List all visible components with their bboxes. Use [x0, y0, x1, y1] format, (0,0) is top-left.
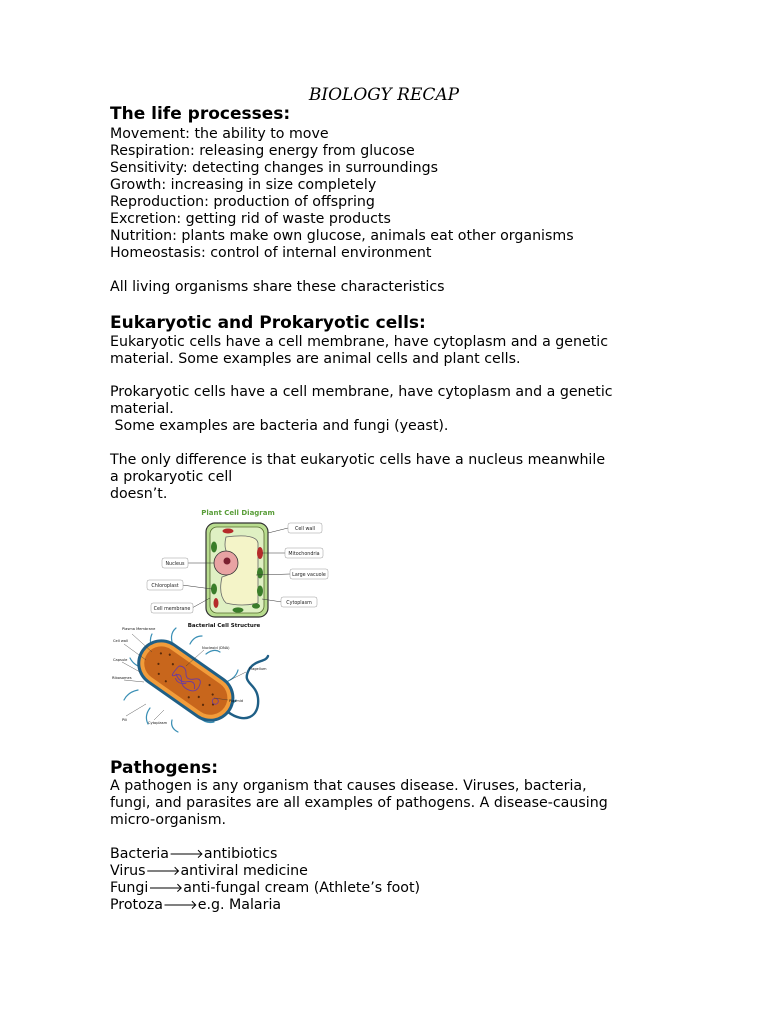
label-capsule: Capsule [113, 658, 128, 662]
arrow-icon: 🡒 [145, 864, 181, 879]
plant-cell-diagram [138, 503, 336, 619]
label-mitochondria: Mitochondria [288, 552, 320, 557]
label-pili: Pili [122, 718, 128, 722]
label-nucleoid: Nucleoid (DNA) [202, 646, 230, 650]
treatment-name: antibiotics [203, 846, 278, 862]
list-item: Respiration: releasing energy from glucose [110, 143, 415, 159]
agent-name: Fungi [110, 880, 149, 896]
arrow-icon: 🡒 [169, 847, 204, 862]
list-item: Growth: increasing in size completely [110, 177, 377, 193]
label-ribosomes: Ribosomes [112, 676, 132, 680]
eukaryotic-paragraph [110, 334, 670, 368]
pathogens-paragraph [110, 778, 670, 829]
text-line: A pathogen is any organism that causes disease. Viruses, bacteria, [110, 778, 587, 794]
label-bacteria-cell-wall: Cell wall [113, 639, 128, 643]
chloroplast-shape [257, 586, 263, 597]
bacteria-diagram-title: Bacterial Cell Structure [187, 623, 261, 629]
label-cytoplasm: Cytoplasm [286, 601, 312, 606]
text-line: micro-organism. [110, 812, 227, 828]
mitochondria-shape [223, 529, 234, 534]
label-plasma-membrane: Plasma Membrane [122, 627, 156, 631]
chloroplast-shape [233, 607, 244, 612]
prokaryotic-paragraph [110, 384, 670, 435]
text-line: a prokaryotic cell [110, 469, 233, 485]
text-line: material. Some examples are animal cells and plant cells. [110, 351, 521, 367]
list-item [110, 880, 670, 897]
list-item: Excretion: getting rid of waste products [110, 211, 391, 227]
text-line: Prokaryotic cells have a cell membrane, have cytoplasm and a genetic [110, 384, 613, 400]
text-line: material. [110, 401, 174, 417]
list-item: Sensitivity: detecting changes in surroundings [110, 160, 439, 176]
text-line: doesn’t. [110, 486, 168, 502]
text-line: Some examples are bacteria and fungi (yeast). [110, 418, 449, 434]
list-item [110, 897, 670, 914]
agent-name: Virus [110, 863, 146, 879]
chloroplast-shape [257, 568, 263, 579]
arrow-icon: 🡒 [162, 898, 198, 913]
list-item: Reproduction: production of offspring [110, 194, 375, 210]
label-bacteria-cytoplasm: Cytoplasm [148, 721, 168, 725]
list-item: Homeostasis: control of internal environment [110, 245, 432, 261]
list-item: Nutrition: plants make own glucose, animals eat other organisms [110, 228, 574, 244]
pathogens-heading: Pathogens: [110, 758, 219, 778]
difference-paragraph [110, 452, 670, 503]
label-flagellum: Flagellum [249, 667, 267, 671]
nucleolus-shape [224, 558, 231, 565]
label-nucleus: Nucleus [165, 562, 185, 567]
life-processes-heading: The life processes: [110, 104, 291, 124]
treatment-name: antiviral medicine [180, 863, 308, 879]
treatment-name: e.g. Malaria [197, 897, 282, 913]
list-item: Movement: the ability to move [110, 126, 329, 142]
label-chloroplast: Chloroplast [151, 584, 179, 589]
agent-name: Bacteria [110, 846, 169, 862]
treatments-list [110, 846, 670, 914]
agent-name: Protoza [110, 897, 163, 913]
plant-diagram-title: Plant Cell Diagram [201, 509, 275, 517]
page-title: BIOLOGY RECAP [308, 85, 460, 105]
mitochondria-shape [214, 598, 219, 608]
bacterial-cell-diagram [110, 620, 272, 738]
label-cell-wall: Cell wall [294, 527, 316, 532]
label-plasmid: Plasmid [229, 699, 244, 703]
label-large-vacuole: Large vacuole [292, 573, 326, 578]
text-line: The only difference is that eukaryotic cells have a nucleus meanwhile [110, 452, 606, 468]
chloroplast-shape [252, 603, 260, 608]
cells-heading: Eukaryotic and Prokaryotic cells: [110, 313, 426, 333]
list-item [110, 863, 670, 880]
chloroplast-shape [211, 542, 217, 553]
arrow-icon: 🡒 [148, 881, 184, 896]
life-processes-list [110, 126, 670, 262]
list-item [110, 846, 670, 863]
life-processes-summary: All living organisms share these characteristics [110, 279, 445, 295]
treatment-name: anti-fungal cream (Athlete’s foot) [183, 880, 421, 896]
text-line: Eukaryotic cells have a cell membrane, have cytoplasm and a genetic [110, 334, 609, 350]
text-line: fungi, and parasites are all examples of pathogens. A disease-causing [110, 795, 608, 811]
label-cell-membrane: Cell membrane [153, 607, 191, 612]
